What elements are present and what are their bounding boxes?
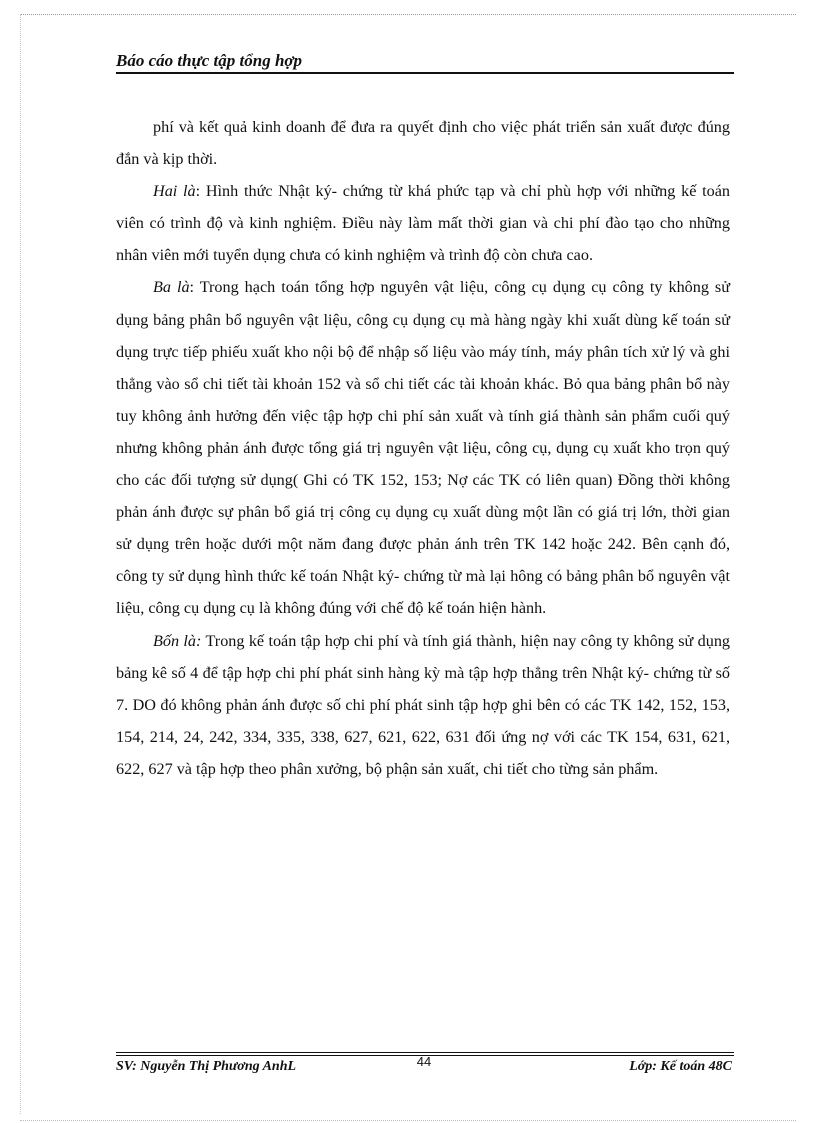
page-border-left <box>20 14 21 1114</box>
paragraph-1-text: phí và kết quả kinh doanh để đưa ra quyết định cho việc phát triển sản xuất được đúng đắn và kịp thời. <box>116 118 730 169</box>
page-border-top <box>20 14 796 15</box>
paragraph-4-label: Bốn là: <box>153 631 202 650</box>
paragraph-3-label: Ba là <box>153 278 190 297</box>
paragraph-2-text: : Hình thức Nhật ký- chứng từ khá phức tạp và chỉ phù hợp với những kế toán viên có trình độ và kinh nghiệm. Điều này làm mất thời gian và chi phí đào tạo cho những nhân viên mới tuyển dụng chưa có kinh nghiệm và trình độ còn chưa cao. <box>116 182 730 265</box>
paragraph-2-label: Hai là <box>153 182 196 201</box>
page-number: 44 <box>416 1054 432 1069</box>
paragraph-1 <box>116 111 730 175</box>
body-text <box>116 111 730 785</box>
paragraph-3 <box>116 271 730 624</box>
header-rule <box>116 72 734 74</box>
paragraph-4-text: Trong kế toán tập hợp chi phí và tính giá thành, hiện nay công ty không sử dụng bảng kê số 4 để tập hợp chi phí phát sinh hàng kỳ mà tập hợp thẳng trên Nhật ký- chứng từ số 7. DO đó không phản ánh được số chi phí phát sinh tập hợp ghi bên có các TK 142, 152, 153, 154, 214, 24, 242, 334, 335, 338, 627, 621, 622, 631 đối ứng nợ với các TK 154, 631, 621, 622, 627 và tập hợp theo phân xưởng, bộ phận sản xuất, chi tiết cho từng sản phẩm. <box>116 631 731 778</box>
header-title: Báo cáo thực tập tổng hợp <box>116 51 303 70</box>
page-header <box>116 50 734 72</box>
footer-student-name: SV: Nguyễn Thị Phương AnhL <box>116 1059 297 1074</box>
paragraph-3-text: : Trong hạch toán tổng hợp nguyên vật liệu, công cụ dụng cụ công ty không sử dụng bảng phân bổ nguyên vật liệu, công cụ dụng cụ mà hàng ngày khi xuất dùng kế toán sử dụng trực tiếp phiếu xuất kho nội bộ để nhập số liệu vào máy tính, máy phân tích xử lý và ghi thẳng vào sổ chi tiết tài khoản 152 và sổ chi tiết các tài khoản khác. Bỏ qua bảng phân bổ này tuy không ảnh hưởng đến việc tập hợp chi phí sản xuất và tính giá thành sản phẩm cuối quý nhưng không phản ánh được tổng giá trị nguyên vật liệu, công cụ, dụng cụ xuất kho trọn quý cho các đối tượng sử dụng( Ghi có TK 152, 153; Nợ các TK có liên quan) Đồng thời không phản ánh được sự phân bổ giá trị công cụ dụng cụ xuất dùng một lần có giá trị lớn, thời gian sử dụng trên hoặc dưới một năm đang được phản ánh trên TK 142 hoặc 242. Bên cạnh đó, công ty sử dụng hình thức kế toán Nhật ký- chứng từ mà lại hông có bảng phân bổ nguyên vật liệu, công cụ dụng cụ là không đúng với chế độ kế toán hiện hành. <box>116 278 730 618</box>
paragraph-2 <box>116 175 730 271</box>
page-border-bottom <box>20 1120 796 1121</box>
footer-class: Lớp: Kế toán 48C <box>629 1059 732 1074</box>
paragraph-4 <box>116 625 730 785</box>
